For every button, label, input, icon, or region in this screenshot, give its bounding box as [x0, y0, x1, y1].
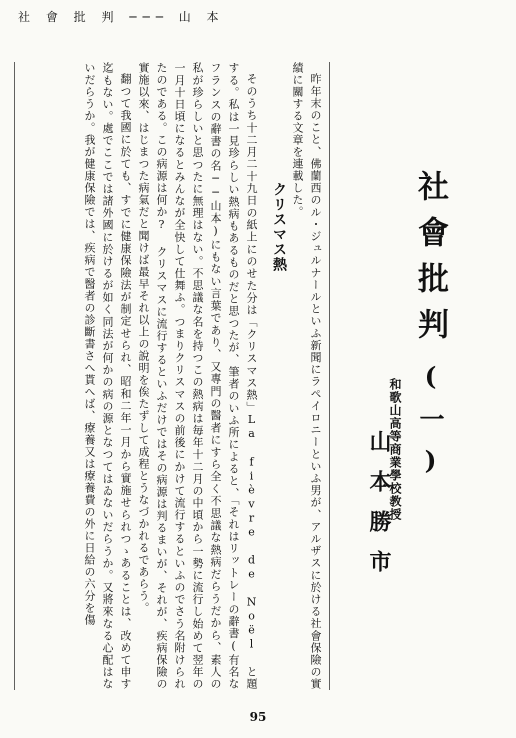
- article-title-number: (一): [416, 362, 445, 490]
- intro-paragraph: 昨年末のこと、佛蘭西のル・ジュルナールといふ新聞にラペイロニーといふ男が、アルザスに於ける社會保險の實績に關する文章を連載した。: [291, 62, 322, 690]
- title-separator-rule: [329, 62, 330, 690]
- article-title: [412, 170, 448, 490]
- body-paragraph: 翻つて我國に於ても、すでに健康保險法が制定せられ、昭和二年一月から實施せられつゝあることは、改めて申す迄もない。處でここでは諸外國に於けるが如く同法が何かの病の源となつてはゐないだらうか。又將來なる心配はないだらうか。我が健康保險では、疾病で醫者の診斷書さへ貰へば、療養又は療養費の外に日給の六分を傷: [83, 62, 132, 690]
- author-name: 山本勝市: [366, 430, 392, 590]
- article-body: [18, 62, 324, 690]
- article-title-text: 社會批判: [412, 170, 448, 354]
- running-header: 社 會 批 判 ─── 山 本: [18, 10, 225, 24]
- body-paragraph: そのうち十二月二十九日の紙上にのせた分は「クリスマス熱」La fièvre de Noël と題する。私は一見珍らしい熱病もあるものだと思つたが、筆者のいふ所によると、「それはリットレーの辭書(有名なフランスの辭書の名──山本)にもない言葉であり、又專門の醫者にすら全く不思議な熱病だらうだから、素人の私が珍らしいと思つたに無理はない。不思議な名を持つこの熱病は毎年十二月の中頃から一勢に流行し始めて翌年の一月十日頃になるとみんなが全快して仕舞ふ。つまりクリスマスの前後にかけて流行するといふのでさう名附けられたのである。この病源は何か? クリスマスに流行するといふだけではその病源は判るまいが、それが、疾病保險の實施以來、はじまつた病氣だと聞けば最早それ以上の說明を俟たずして成程とうなづかれるであらう。: [137, 62, 258, 690]
- section-heading: クリスマス熱: [271, 182, 287, 272]
- page-number: 95: [249, 710, 267, 724]
- author-affiliation: 和歌山高等商業學校教授: [388, 378, 402, 521]
- left-margin-rule: [14, 62, 15, 690]
